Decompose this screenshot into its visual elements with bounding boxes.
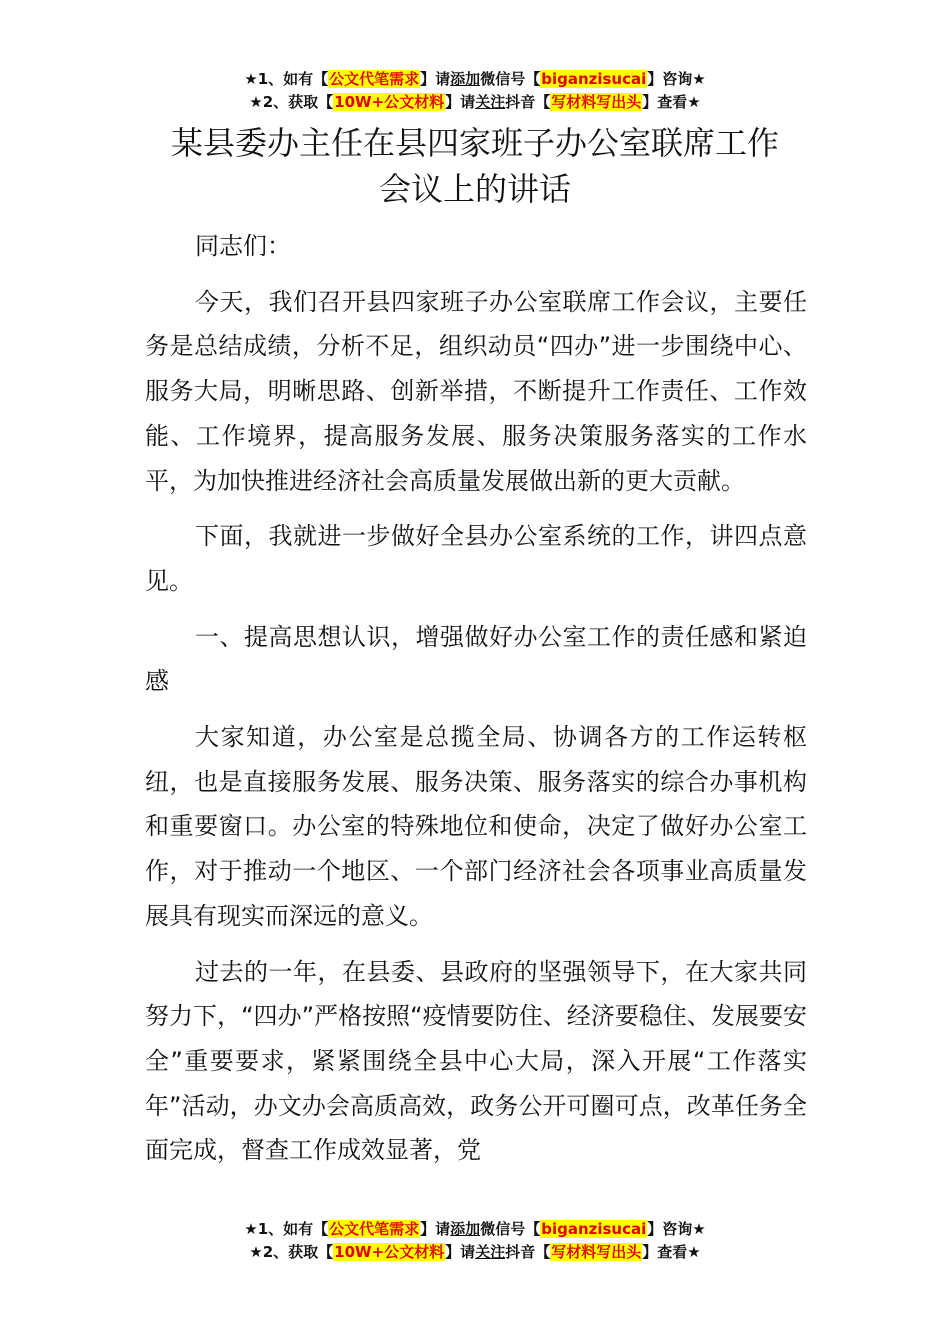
highlight-materials: 10W+公文材料 [334,93,445,111]
highlight-douyin: 写材料写出头 [551,93,642,111]
promo-text: 】请 [420,70,451,88]
highlight-wechat-id: biganzisucai [541,1220,647,1238]
promo-text: 】查看 [642,1243,688,1261]
paragraph-2: 下面，我就进一步做好全县办公室系统的工作，讲四点意见。 [145,522,807,595]
highlight-douyin: 写材料写出头 [551,1243,642,1261]
promo-text: 抖音【 [505,1243,551,1261]
promo-text: 2、获取【 [262,93,334,111]
promo-emphasis: 添加 [450,70,481,88]
promo-text: 1、如有【 [257,70,329,88]
promo-line-1 [0,1218,950,1241]
highlight-service: 公文代笔需求 [329,70,420,88]
footer-promo-banner [0,1218,950,1264]
star-icon: ★ [244,70,258,88]
promo-text: 】请 [420,1220,451,1238]
section-heading-1: 一、提高思想认识，增强做好办公室工作的责任感和紧迫感 [145,622,807,696]
title-line-1: 某县委办主任在县四家班子办公室联席工作 [170,124,779,162]
promo-text: 微信号【 [480,1220,541,1238]
star-icon: ★ [692,1220,706,1238]
paragraph-3: 大家知道，办公室是总揽全局、协调各方的工作运转枢纽，也是直接服务发展、服务决策、服务落实的综合办事机构和重要窗口。办公室的特殊地位和使命，决定了做好办公室工作，对于推动一个地区、一个部门经济社会各项事业高质量发展具有现实而深远的意义。 [145,723,807,930]
header-promo-banner [0,68,950,114]
star-icon: ★ [687,1243,701,1261]
paragraph-1: 今天，我们召开县四家班子办公室联席工作会议，主要任务是总结成绩，分析不足，组织动员“四办”进一步围绕中心、服务大局，明晰思路、创新举措，不断提升工作责任、工作效能、工作境界，提高服务发展、服务决策服务落实的工作水平，为加快推进经济社会高质量发展做出新的更大贡献。 [145,287,807,495]
document-body [145,224,807,1173]
greeting: 同志们： [195,232,291,260]
star-icon: ★ [249,93,263,111]
star-icon: ★ [249,1243,263,1261]
promo-emphasis: 关注 [475,1243,506,1261]
title-line-2: 会议上的讲话 [378,170,571,208]
paragraph-4: 过去的一年，在县委、县政府的坚强领导下，在大家共同努力下，“四办”严格按照“疫情要防住、经济要稳住、发展要安全”重要要求，紧紧围绕全县中心大局，深入开展“工作落实年”活动，办文办会高质高效，政务公开可圈可点，改革任务全面完成，督查工作成效显著，党 [145,957,807,1165]
promo-emphasis: 添加 [450,1220,481,1238]
promo-text: 】请 [445,93,476,111]
star-icon: ★ [244,1220,258,1238]
highlight-service: 公文代笔需求 [329,1220,420,1238]
promo-text: 】咨询 [647,1220,693,1238]
promo-line-2 [0,1241,950,1264]
promo-line-2 [0,91,950,114]
promo-text: 】请 [445,1243,476,1261]
promo-text: 抖音【 [505,93,551,111]
document-title [100,120,850,212]
highlight-wechat-id: biganzisucai [541,70,647,88]
promo-text: 微信号【 [480,70,541,88]
star-icon: ★ [692,70,706,88]
promo-text: 】查看 [642,93,688,111]
promo-text: 】咨询 [647,70,693,88]
star-icon: ★ [687,93,701,111]
promo-text: 1、如有【 [257,1220,329,1238]
promo-line-1 [0,68,950,91]
promo-emphasis: 关注 [475,93,506,111]
highlight-materials: 10W+公文材料 [334,1243,445,1261]
promo-text: 2、获取【 [262,1243,334,1261]
